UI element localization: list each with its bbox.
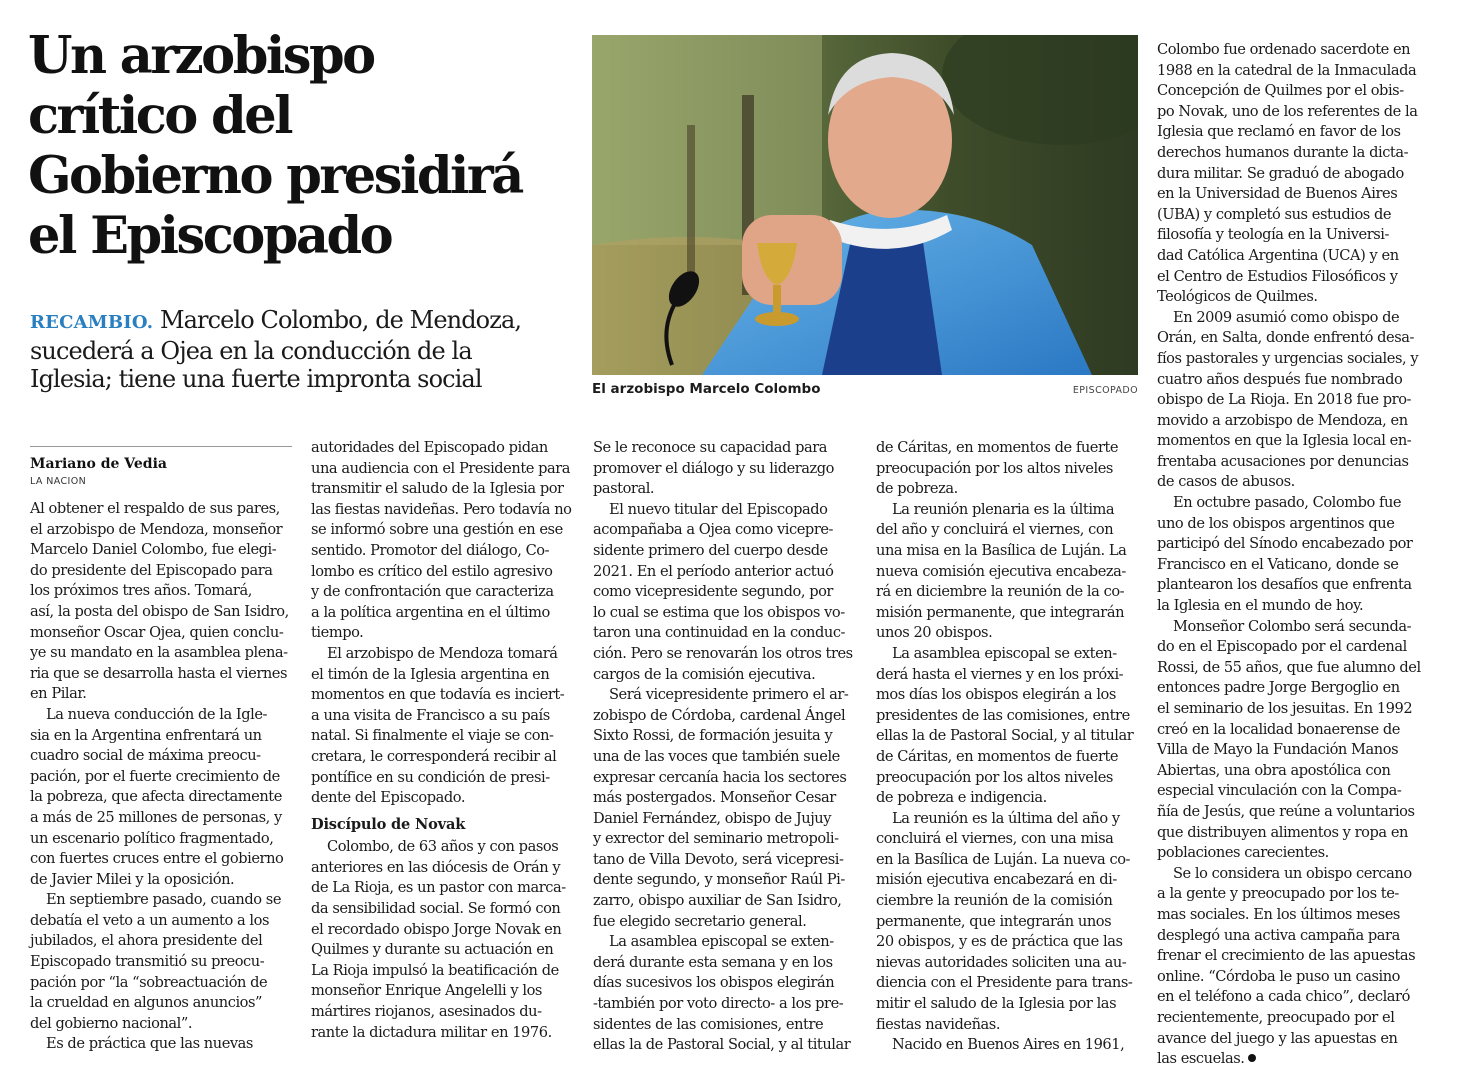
body-text-line: derechos humanos durante la dicta-	[1157, 143, 1409, 161]
body-text-line: que distribuyen alimentos y ropa en	[1157, 823, 1408, 841]
body-text-line: en la Universidad de Buenos Aires	[1157, 185, 1398, 203]
body-text-line: momentos en que la Iglesia local en-	[1157, 432, 1412, 450]
body-text-line: promover el diálogo y su liderazgo	[593, 459, 835, 477]
body-column-2	[311, 438, 571, 1043]
body-text-line: la Iglesia en el mundo de hoy.	[1157, 597, 1364, 615]
body-text-line: mitir el saludo de la Iglesia por las	[876, 995, 1117, 1013]
body-text-line: dente segundo, y monseñor Raúl Pi-	[593, 871, 845, 889]
body-text-line: taron una continuidad en la conduc-	[593, 624, 846, 642]
body-text-line: lo cual se estima que los obispos vo-	[593, 603, 845, 621]
body-text-line: fíos pastorales y urgencias sociales, y	[1157, 349, 1419, 367]
body-text-line: tiempo.	[311, 624, 364, 642]
body-text-line: Rossi, de 55 años, que fue alumno del	[1157, 658, 1421, 676]
body-text-line: po Novak, uno de los referentes de la	[1157, 102, 1418, 120]
body-text-line: pastoral.	[593, 480, 655, 498]
body-text-line: rante la dictadura militar en 1976.	[311, 1023, 552, 1041]
body-text-line: más postergados. Monseñor Cesar	[593, 789, 836, 807]
body-text-line: ria que se desarrolla hasta el viernes	[30, 664, 288, 682]
body-text-line: y de confrontación que caracteriza	[311, 583, 554, 601]
body-text-line: el Centro de Estudios Filosóficos y	[1157, 267, 1398, 285]
deck-text: Marcelo Colombo, de Mendoza,	[159, 306, 522, 334]
body-text-line: Monseñor Colombo será secunda-	[1173, 617, 1412, 635]
body-text-line: sidente primero del cuerpo desde	[593, 541, 828, 559]
body-text-line: entonces padre Jorge Bergoglio en	[1157, 679, 1400, 697]
body-text-line: sentido. Promotor del diálogo, Co-	[311, 541, 550, 559]
archbishop-photo-illustration	[592, 35, 1138, 375]
body-text-line: creó en la localidad bonaerense de	[1157, 720, 1400, 738]
article-photo	[592, 35, 1138, 375]
body-text-line: movido a arzobispo de Mendoza, en	[1157, 411, 1408, 429]
body-text-line: natal. Si finalmente el viaje se con-	[311, 727, 554, 745]
body-text-line: debatía el veto a un aumento a los	[30, 911, 270, 929]
deck-line: sucederá a Ojea en la conducción de la	[30, 337, 472, 365]
body-column-4	[876, 438, 1133, 1056]
body-text-line: poblaciones carecientes.	[1157, 844, 1329, 862]
body-text-line: momentos en que todavía es inciert-	[311, 686, 565, 704]
body-text-line: Se lo considera un obispo cercano	[1173, 864, 1412, 882]
body-text-line: Colombo, de 63 años y con pasos	[327, 838, 559, 856]
body-text-line: avance del juego y las apuestas en	[1157, 1029, 1398, 1047]
body-text-line: los próximos tres años. Tomará,	[30, 582, 252, 600]
body-text-line: Será vicepresidente primero el ar-	[609, 686, 849, 704]
body-text-line: monseñor Enrique Angelelli y los	[311, 982, 542, 1000]
body-text-line: El arzobispo de Mendoza tomará	[327, 644, 558, 662]
body-text-line: Se le reconoce su capacidad para	[593, 439, 828, 456]
body-text-line: La nueva conducción de la Igle-	[46, 705, 268, 723]
body-text-line: el arzobispo de Mendoza, monseñor	[30, 520, 283, 538]
deck-line: Iglesia; tiene una fuerte impronta social	[30, 365, 482, 393]
body-text-line: 1988 en la catedral de la Inmaculada	[1157, 61, 1417, 79]
body-text-line: misión permanente, que integrarán	[876, 603, 1125, 621]
body-text-line: días sucesivos los obispos elegirán	[593, 974, 835, 992]
body-text-line: La reunión es la última del año y	[892, 809, 1120, 827]
body-text-line: de pobreza.	[876, 480, 958, 498]
body-text-line: La asamblea episcopal se exten-	[892, 644, 1117, 662]
body-text-line: cretara, le corresponderá recibir al	[311, 747, 557, 765]
body-text-line: La Rioja impulsó la beatificación de	[311, 961, 559, 979]
body-text-line: una de las voces que también suele	[593, 747, 840, 765]
body-text-line: mos días los obispos elegirán a los	[876, 686, 1116, 704]
body-text-line: expresar cercanía hacia los sectores	[593, 768, 847, 786]
end-of-article-mark	[1248, 1054, 1256, 1062]
headline-line: Gobierno presidirá	[28, 146, 522, 206]
body-text-line: anteriores en las diócesis de Orán y	[311, 858, 561, 876]
body-text-line: las fiestas navideñas. Pero todavía no	[311, 500, 572, 518]
body-text-line: Orán, en Salta, donde enfrentó desa-	[1157, 329, 1414, 347]
body-text-line: se informó sobre una gestión en ese	[311, 521, 563, 539]
body-text-line: online. “Córdoba le puso un casino	[1157, 967, 1400, 985]
body-text-line: Quilmes y durante su actuación en	[311, 941, 554, 959]
body-text-line: dente del Episcopado.	[311, 789, 466, 807]
body-text-line: desplegó una activa campaña para	[1157, 926, 1400, 944]
body-text-line: la pobreza, que afecta directamente	[30, 788, 282, 806]
body-text-line: pación, por el fuerte crecimiento de	[30, 767, 280, 785]
body-text-line: a la gente y preocupado por los te-	[1157, 885, 1399, 903]
body-text-line: y exrector del seminario metropoli-	[593, 830, 839, 848]
body-text-line: lombo es crítico del estilo agresivo	[311, 562, 553, 580]
body-text-line: recientemente, preocupado por el	[1157, 1008, 1395, 1026]
body-text-line: la crueldad en algunos anuncios”	[30, 994, 263, 1012]
body-text-line: pación por “la “sobreactuación de	[30, 973, 268, 991]
body-text-line: 2021. En el período anterior actuó	[593, 562, 834, 580]
body-text-line: ciembre la reunión de la comisión	[876, 892, 1113, 910]
body-text-line: 20 obispos, y es de práctica que las	[876, 933, 1123, 951]
body-text-line: ye su mandato en la asamblea plena-	[30, 644, 288, 662]
body-text-line: -también por voto directo- a los pre-	[593, 995, 844, 1013]
body-text-line: preocupación por los altos niveles	[876, 459, 1113, 477]
body-text-line: La reunión plenaria es la última	[892, 500, 1115, 518]
byline-rule	[30, 446, 292, 447]
body-text-line: en Pilar.	[30, 685, 87, 703]
body-text-line: cuatro años después fue nombrado	[1157, 370, 1403, 388]
body-text-line: permanente, que integrarán unos	[876, 912, 1112, 930]
body-text-line: sia en la Argentina enfrentará un	[30, 726, 262, 744]
body-text-line: del año y concluirá el viernes, con	[876, 521, 1114, 539]
body-text-line: concluirá el viernes, con una misa	[876, 830, 1114, 848]
body-text-line: (UBA) y completó sus estudios de	[1157, 205, 1392, 223]
body-text-line: una misa en la Basílica de Luján. La	[876, 541, 1127, 559]
body-column-3	[593, 438, 853, 1056]
body-text-line: derá hasta el viernes y en los próxi-	[876, 665, 1124, 683]
body-column-1	[30, 499, 289, 1055]
body-text-line: cargos de la comisión ejecutiva.	[593, 665, 816, 683]
body-text-line: Colombo fue ordenado sacerdote en	[1157, 41, 1411, 58]
body-text-line: Al obtener el respaldo de sus pares,	[30, 500, 280, 517]
body-text-line: derá durante esta semana y en los	[593, 953, 833, 971]
body-text-line: zobispo de Córdoba, cardenal Ángel	[593, 706, 846, 724]
headline-line: Un arzobispo	[28, 26, 374, 86]
body-text-line: a la política argentina en el último	[311, 603, 550, 621]
section-subheading: Discípulo de Novak	[311, 815, 466, 833]
body-text-line: Episcopado transmitió su preocu-	[30, 953, 265, 971]
body-text-line: ellas la de Pastoral Social, y al titular	[876, 727, 1134, 745]
body-text-line: Es de práctica que las nuevas	[46, 1035, 253, 1053]
body-text-line: acompañaba a Ojea como vicepre-	[593, 521, 834, 539]
body-text-line: filosofía y teología en la Universi-	[1157, 226, 1389, 244]
body-text-line: mártires riojanos, asesinados du-	[311, 1003, 542, 1021]
body-text-line: misión ejecutiva encabezará en di-	[876, 871, 1117, 889]
body-text-line: El nuevo titular del Episcopado	[609, 500, 828, 518]
body-text-line: plantearon los desafíos que enfrenta	[1157, 576, 1412, 594]
body-text-line: obispo de La Rioja. En 2018 fue pro-	[1157, 391, 1412, 409]
body-text-line: especial vinculación con la Compa-	[1157, 782, 1402, 800]
body-text-line: de pobreza e indigencia.	[876, 789, 1047, 807]
body-text-line: de Cáritas, en momentos de fuerte	[876, 439, 1119, 456]
body-text-line: ñía de Jesús, que reúne a voluntarios	[1157, 802, 1415, 820]
body-text-line: Daniel Fernández, obispo de Jujuy	[593, 809, 832, 827]
headline-line: crítico del	[28, 86, 292, 146]
body-text-line: diencia con el Presidente para trans-	[876, 974, 1133, 992]
body-text-line: do en el Episcopado por el cardenal	[1157, 638, 1407, 656]
body-text-line: Francisco en el Vaticano, donde se	[1157, 555, 1399, 573]
body-text-line: de Cáritas, en momentos de fuerte	[876, 747, 1119, 765]
body-text-line: En octubre pasado, Colombo fue	[1173, 494, 1402, 512]
body-text-line: rá en diciembre la reunión de la co-	[876, 583, 1125, 601]
body-text-line: Iglesia que reclamó en favor de los	[1157, 123, 1401, 141]
body-text-line: monseñor Oscar Ojea, quien conclu-	[30, 623, 284, 641]
body-text-line: En septiembre pasado, cuando se	[46, 891, 282, 909]
body-text-line: En 2009 asumió como obispo de	[1173, 308, 1400, 326]
photo-caption: El arzobispo Marcelo Colombo	[592, 381, 821, 397]
byline-author: Mariano de Vedia	[30, 456, 167, 472]
body-text-line: de La Rioja, es un pastor con marca-	[311, 879, 566, 897]
photo-credit: EPISCOPADO	[1072, 385, 1138, 396]
body-text-line: en el teléfono a cada chico”, declaró	[1157, 988, 1410, 1006]
body-text-line: autoridades del Episcopado pidan	[311, 439, 548, 456]
body-text-line: con fuertes cruces entre el gobierno	[30, 850, 284, 868]
body-text-line: de casos de abusos.	[1157, 473, 1295, 491]
body-text-line: nueva comisión ejecutiva encabeza-	[876, 562, 1126, 580]
body-text-line: Nacido en Buenos Aires en 1961,	[892, 1036, 1125, 1054]
body-text-line: presidentes de las comisiones, entre	[876, 706, 1130, 724]
body-text-line: fue elegido secretario general.	[593, 912, 807, 930]
headline-line: el Episcopado	[28, 206, 392, 266]
body-text-line: La asamblea episcopal se exten-	[609, 933, 834, 951]
body-text-line: Sixto Rossi, de formación jesuita y	[593, 727, 833, 745]
body-text-line: Concepción de Quilmes por el obis-	[1157, 82, 1404, 100]
body-text-line: Villa de Mayo la Fundación Manos	[1157, 741, 1399, 759]
body-text-line: Marcelo Daniel Colombo, fue elegi-	[30, 541, 277, 559]
body-text-line: nievas autoridades soliciten una au-	[876, 953, 1127, 971]
body-text-line: el recordado obispo Jorge Novak en	[311, 920, 562, 938]
body-text-line: transmitir el saludo de la Iglesia por	[311, 480, 564, 498]
body-text-line: el seminario de los jesuitas. En 1992	[1157, 700, 1413, 717]
deck-line	[30, 306, 550, 337]
body-text-line: a más de 25 millones de personas, y	[30, 808, 282, 826]
body-text-line: una audiencia con el Presidente para	[311, 459, 571, 477]
body-text-line: ellas la de Pastoral Social, y al titular	[593, 1036, 851, 1054]
body-text-line: a una visita de Francisco a su país	[311, 706, 550, 724]
body-text-line: uno de los obispos argentinos que	[1157, 514, 1395, 532]
body-text-line: Abiertas, una obra apostólica con	[1157, 761, 1391, 779]
body-text-line: de Javier Milei y la oposición.	[30, 870, 235, 888]
body-text-line: cuadro social de máxima preocu-	[30, 747, 261, 765]
article-headline	[28, 26, 568, 266]
body-text-line: dura militar. Se graduó de abogado	[1157, 164, 1404, 182]
byline-agency: LA NACION	[30, 476, 87, 487]
body-text-line: jubilados, el ahora presidente del	[30, 932, 263, 950]
body-text-line: el timón de la Iglesia argentina en	[311, 665, 550, 683]
body-text-line: da sensibilidad social. Se formó con	[311, 900, 561, 918]
body-column-5	[1157, 40, 1421, 1070]
body-text-line: do presidente del Episcopado para	[30, 561, 273, 579]
body-text-line: las escuelas.	[1157, 1049, 1421, 1070]
body-text-line: sidentes de las comisiones, entre	[593, 1015, 824, 1033]
body-text-line: pontífice en su condición de presi-	[311, 768, 550, 786]
article-deck	[30, 306, 550, 393]
body-text-line: Teológicos de Quilmes.	[1157, 288, 1318, 306]
body-text-line: dad Católica Argentina (UCA) y en	[1157, 246, 1399, 264]
body-text-line: como vicepresidente segundo, por	[593, 583, 833, 601]
body-text-line: ción. Pero se renovarán los otros tres	[593, 644, 853, 662]
body-text-line: un escenario político fragmentado,	[30, 829, 274, 847]
body-text-line: del gobierno nacional”.	[30, 1014, 193, 1032]
deck-kicker: RECAMBIO.	[30, 312, 154, 333]
body-text-line: en la Basílica de Luján. La nueva co-	[876, 850, 1131, 868]
body-text-line: unos 20 obispos.	[876, 624, 993, 642]
body-text-line: fiestas navideñas.	[876, 1015, 1001, 1033]
body-text-line: frenar el crecimiento de las apuestas	[1157, 947, 1416, 965]
body-text-line: preocupación por los altos niveles	[876, 768, 1113, 786]
body-text-line: zarro, obispo auxiliar de San Isidro,	[593, 892, 842, 910]
body-text-line: tano de Villa Devoto, será vicepresi-	[593, 850, 844, 868]
body-text-line: frentaba acusaciones por denuncias	[1157, 452, 1409, 470]
body-text-line: mas sociales. En los últimos meses	[1157, 905, 1400, 923]
body-text-line: participó del Sínodo encabezado por	[1157, 535, 1413, 553]
body-text-line: así, la posta del obispo de San Isidro,	[30, 602, 289, 620]
